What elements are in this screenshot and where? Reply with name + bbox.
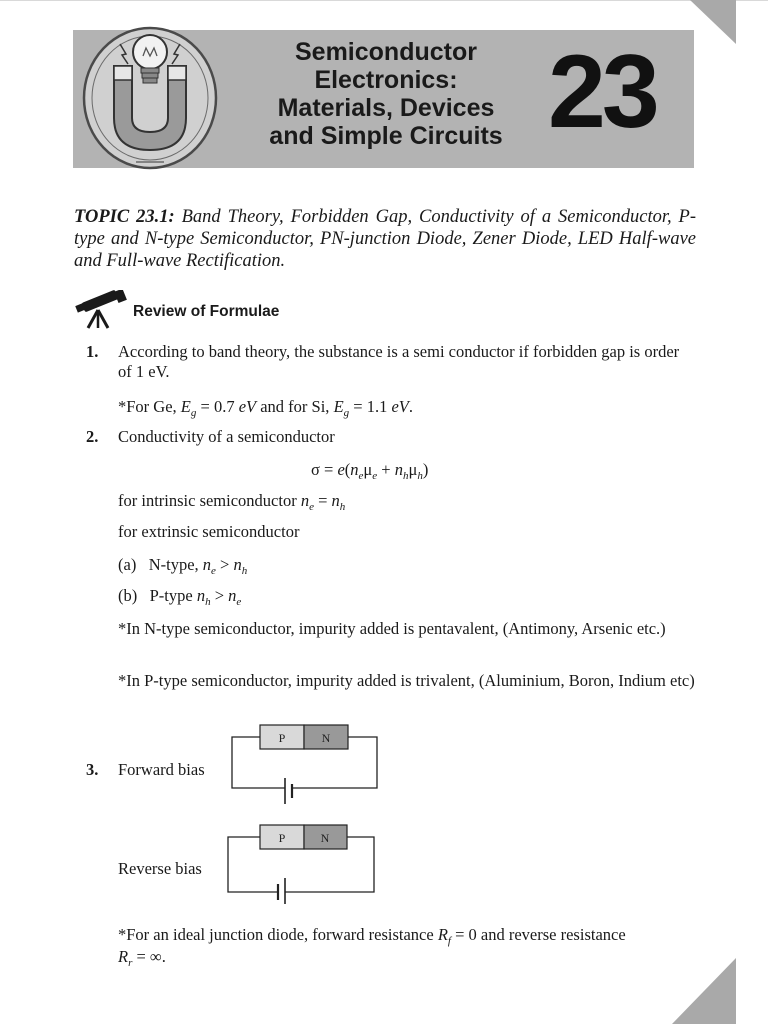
- chapter-title-line: Semiconductor: [295, 38, 477, 66]
- item-text: Conductivity of a semiconductor: [118, 427, 335, 446]
- review-heading: Review of Formulae: [133, 303, 280, 320]
- topic-heading: TOPIC 23.1: Band Theory, Forbidden Gap, Conductivity of a Semiconductor, P-type and N-type Semiconductor, PN-junction Diode, Zener Diode, LED Half-wave and Full-wave Rectification.: [74, 207, 697, 271]
- chapter-title-line: Materials, Devices: [277, 94, 495, 122]
- item-number: 3.: [86, 760, 99, 779]
- ptype-line: (b) P-type $n_h > n_e$: [118, 586, 242, 608]
- p-label: P: [278, 731, 286, 745]
- intrinsic-line: for intrinsic semiconductor $n_e = n_h$: [118, 491, 346, 513]
- page-corner-top: [690, 0, 736, 44]
- conductivity-formula: $\sigma = e(n_e\mu_e + n_h\mu_h)$: [311, 460, 429, 482]
- reverse-bias-circuit: [224, 822, 384, 904]
- n-label: N: [321, 731, 331, 745]
- magnet-bulb-icon: [80, 22, 220, 170]
- item-text: According to band theory, the substance is a semi conductor if forbidden gap is order of 1 eV.: [118, 342, 680, 381]
- note-ge-si: *For Ge, $E_g = 0.7$ eV and for Si, $E_g = 1.1$ eV.: [118, 397, 413, 419]
- page-edge: [0, 0, 768, 1]
- extrinsic-line: for extrinsic semiconductor: [118, 522, 300, 541]
- page-corner-bottom: [672, 958, 736, 1024]
- forward-bias-circuit: [224, 722, 384, 804]
- note-ideal-diode: *For an ideal junction diode, forward resistance $R_f = 0$ and reverse resistance: [118, 925, 626, 947]
- n-label: N: [320, 831, 330, 845]
- chapter-title-line: Electronics:: [314, 66, 458, 94]
- chapter-title-line: and Simple Circuits: [269, 122, 503, 150]
- topic-label: TOPIC 23.1: [74, 207, 169, 227]
- ntype-line: (a) N-type, $n_e > n_h$: [118, 555, 248, 577]
- item-number: 2.: [86, 427, 99, 446]
- topic-text: Band Theory, Forbidden Gap, Conductivity of a Semiconductor, P-type and N-type Semiconductor, PN-junction Diode, Zener Diode, LED Half-wave and Full-wave Rectification.: [74, 207, 697, 271]
- reverse-bias-label: Reverse bias: [118, 859, 202, 878]
- note-ntype: *In N-type semiconductor, impurity added is pentavalent, (Antimony, Arsenic etc.): [118, 619, 666, 638]
- chapter-title: [238, 38, 534, 150]
- note-ideal-diode-cont: $R_r$ = ∞.: [118, 947, 166, 969]
- chapter-number: 23: [548, 34, 656, 150]
- note-ptype: *In P-type semiconductor, impurity added is trivalent, (Aluminium, Boron, Indium etc): [118, 671, 695, 690]
- telescope-icon: [72, 290, 130, 330]
- item-number: 1.: [86, 342, 99, 361]
- forward-bias-label: Forward bias: [118, 760, 205, 779]
- p-label: P: [278, 831, 286, 845]
